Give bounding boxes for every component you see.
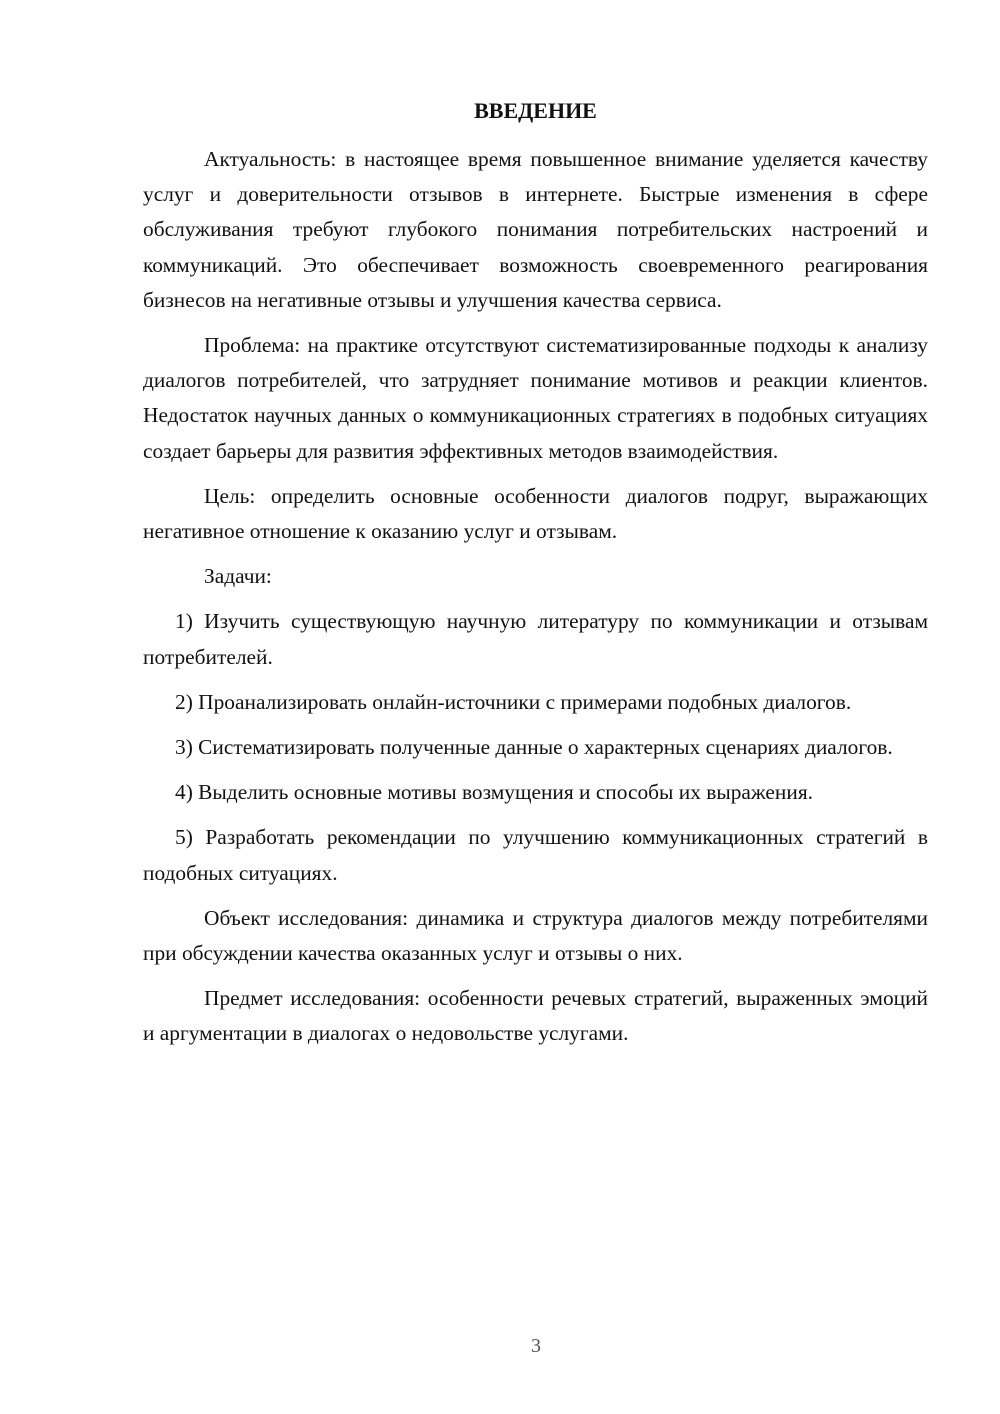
document-page [143,96,928,1062]
task-item-2: 2) Проанализировать онлайн-источники с примерами подобных диалогов. [175,689,852,714]
subject-paragraph: Предмет исследования: особенности речевых стратегий, выраженных эмоций и аргументации в диалогах о недовольстве услугами. [143,986,928,1046]
goal-paragraph: Цель: определить основные особенности диалогов подруг, выражающих негативное отношение к оказанию услуг и отзывам. [143,483,928,544]
page-number: 3 [531,1335,541,1357]
problem-paragraph: Проблема: на практике отсутствуют систематизированные подходы к анализу диалогов потребителей, что затрудняет понимание мотивов и реакции клиентов. Недостаток научных данных о коммуникационных стратегиях в подобных ситуациях создает барьеры для развития эффективных методов взаимодействия. [143,333,928,463]
section-title: ВВЕДЕНИЕ [474,98,597,123]
task-item-1: 1) Изучить существующую научную литературу по коммуникации и отзывам потребителей. [143,609,928,669]
tasks-heading: Задачи: [204,564,272,589]
object-paragraph: Объект исследования: динамика и структура диалогов между потребителями при обсуждении качества оказанных услуг и отзывы о них. [143,905,928,966]
task-item-5: 5) Разработать рекомендации по улучшению коммуникационных стратегий в подобных ситуациях. [143,825,928,885]
relevance-paragraph: Актуальность: в настоящее время повышенное внимание уделяется качеству услуг и доверительности отзывов в интернете. Быстрые изменения в сфере обслуживания требуют глубокого понимания потребительских настроений и коммуникаций. Это обеспечивает возможность своевременного реагирования бизнесов на негативные отзывы и улучшения качества сервиса. [143,147,928,312]
task-item-4: 4) Выделить основные мотивы возмущения и способы их выражения. [175,780,814,805]
task-item-3: 3) Систематизировать полученные данные о характерных сценариях диалогов. [175,735,893,760]
